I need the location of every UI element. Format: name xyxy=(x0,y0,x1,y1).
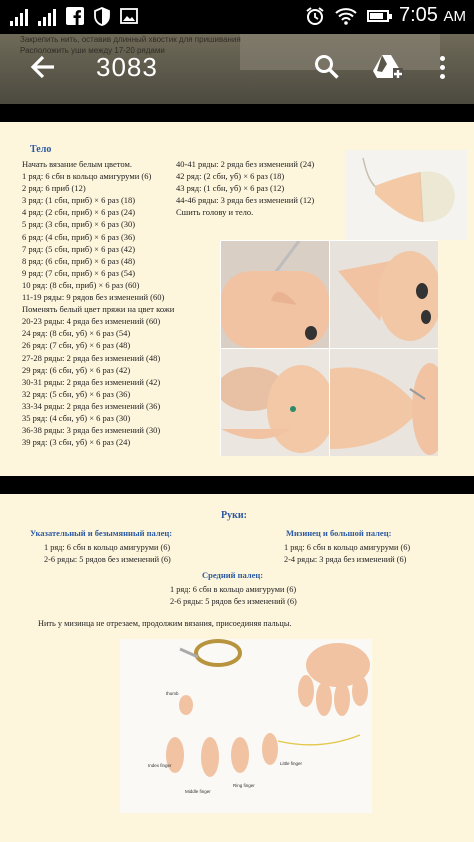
photo-label-middle: Middle finger xyxy=(185,789,211,794)
battery-icon xyxy=(367,10,389,22)
pattern-line: 11-19 ряды: 9 рядов без изменений (60) xyxy=(22,292,165,303)
wifi-icon xyxy=(335,7,357,25)
pattern-line: 42 ряд: (2 сбн, уб) × 6 раз (18) xyxy=(176,171,285,182)
page-gap xyxy=(0,476,474,494)
photo-grid-steps xyxy=(220,240,438,456)
photo-fingers xyxy=(120,639,372,813)
middle-subheading: Средний палец: xyxy=(202,570,264,580)
pattern-line: Поменять белый цвет пряжи на цвет кожи xyxy=(22,304,175,315)
section-heading-body: Тело xyxy=(30,144,52,155)
page-2 xyxy=(0,494,474,842)
pattern-line: 20-23 ряды: 4 ряда без изменений (60) xyxy=(22,316,161,327)
facebook-icon xyxy=(66,7,84,25)
alarm-icon xyxy=(305,6,325,26)
pattern-line: 43 ряд: (1 сбн, уб) × 6 раз (12) xyxy=(176,183,285,194)
right-subheading: Мизинец и большой палец: xyxy=(286,528,392,538)
photo-step-4 xyxy=(330,349,438,456)
document-title: 3083 xyxy=(96,52,158,82)
pattern-line: 5 ряд: (3 сбн, приб) × 6 раз (30) xyxy=(22,219,136,230)
pattern-line: 2-6 ряды: 5 рядов без изменений (6) xyxy=(44,555,171,564)
photo-label-thumb: thumb xyxy=(166,691,179,696)
pattern-line: 32 ряд: (5 сбн, уб) × 6 раз (36) xyxy=(22,388,131,399)
pattern-line: 1 ряд: 6 сбн в кольцо амигуруми (6) xyxy=(22,171,152,182)
pattern-line: 9 ряд: (7 сбн, приб) × 6 раз (54) xyxy=(22,267,136,278)
pattern-line: 2-4 ряды: 3 ряда без изменений (6) xyxy=(284,555,407,564)
note-text: Нить у мизинца не отрезаем, продолжим вязания, присоединяя пальцы. xyxy=(38,619,292,628)
clock: 7:05 AM xyxy=(399,4,466,26)
page-gap xyxy=(0,104,474,122)
status-bar xyxy=(0,0,474,34)
peek-photo xyxy=(240,34,440,70)
pattern-line: 10 ряд: (8 сбн, приб) × 6 раз (60) xyxy=(22,279,140,290)
photo-label-little: Little finger xyxy=(280,761,303,766)
pattern-column-2 xyxy=(176,158,336,218)
pattern-line: 7 ряд: (5 сбн, приб) × 6 раз (42) xyxy=(22,243,136,254)
pattern-line: 1 ряд: 6 сбн в кольцо амигуруми (6) xyxy=(170,585,297,594)
pattern-line: 1 ряд: 6 сбн в кольцо амигуруми (6) xyxy=(44,543,171,552)
pattern-line: 26 ряд: (7 сбн, уб) × 6 раз (48) xyxy=(22,340,131,351)
image-icon xyxy=(120,8,138,24)
search-icon[interactable] xyxy=(314,54,340,80)
pattern-line: 3 ряд: (1 сбн, приб) × 6 раз (18) xyxy=(22,195,136,206)
pattern-line: 24 ряд: (8 сбн, уб) × 6 раз (54) xyxy=(22,328,131,339)
more-vert-icon[interactable] xyxy=(436,56,448,82)
photo-step-2 xyxy=(330,241,438,348)
pattern-line: 29 ряд: (6 сбн, уб) × 6 раз (42) xyxy=(22,364,131,375)
page-1 xyxy=(0,122,474,476)
pattern-line: 44-46 ряды: 3 ряда без изменений (12) xyxy=(176,195,315,206)
photo-body-cone xyxy=(345,150,467,240)
shield-icon xyxy=(94,7,110,26)
pattern-line: 36-38 ряды: 3 ряда без изменений (30) xyxy=(22,425,161,436)
photo-step-1 xyxy=(221,241,329,348)
section-heading-arms: Руки: xyxy=(221,510,247,521)
photo-step-3 xyxy=(221,349,329,456)
pattern-line: Начать вязание белым цветом. xyxy=(22,159,132,169)
app-bar xyxy=(0,34,474,104)
pattern-line: Сшить голову и тело. xyxy=(176,207,254,218)
pattern-column-1 xyxy=(22,158,182,448)
pattern-line: 4 ряд: (2 сбн, приб) × 6 раз (24) xyxy=(22,207,136,218)
pattern-line: 2-6 ряды: 5 рядов без изменений (6) xyxy=(170,597,297,606)
pattern-line: 1 ряд: 6 сбн в кольцо амигуруми (6) xyxy=(284,543,411,552)
pattern-line: 33-34 ряды: 2 ряда без изменений (36) xyxy=(22,400,161,411)
left-subheading: Указательный и безымянный палец: xyxy=(30,528,173,538)
pattern-line: 40-41 ряды: 2 ряда без изменений (24) xyxy=(176,159,315,169)
pattern-line: 39 ряд: (3 сбн, уб) × 6 раз (24) xyxy=(22,437,131,448)
photo-label-index: Index finger xyxy=(148,763,172,768)
signal-icon xyxy=(38,6,56,26)
pattern-line: 2 ряд: 6 приб (12) xyxy=(22,183,86,194)
peek-text: Закрепить нить, оставив длинный хвостик для пришивания Расположить уши между 17-20 рядами xyxy=(20,35,241,55)
pattern-line: 30-31 ряды: 2 ряда без изменений (42) xyxy=(22,376,161,387)
pattern-line: 6 ряд: (4 сбн, приб) × 6 раз (36) xyxy=(22,231,136,242)
pattern-line: 35 ряд: (4 сбн, уб) × 6 раз (30) xyxy=(22,412,131,423)
back-arrow-icon[interactable] xyxy=(28,52,58,82)
pattern-line: 27-28 ряды: 2 ряда без изменений (48) xyxy=(22,352,161,363)
add-to-drive-icon[interactable] xyxy=(372,53,404,81)
pattern-line: 8 ряд: (6 сбн, приб) × 6 раз (48) xyxy=(22,255,136,266)
photo-label-ring: Ring finger xyxy=(233,783,255,788)
signal-icon xyxy=(10,6,28,26)
